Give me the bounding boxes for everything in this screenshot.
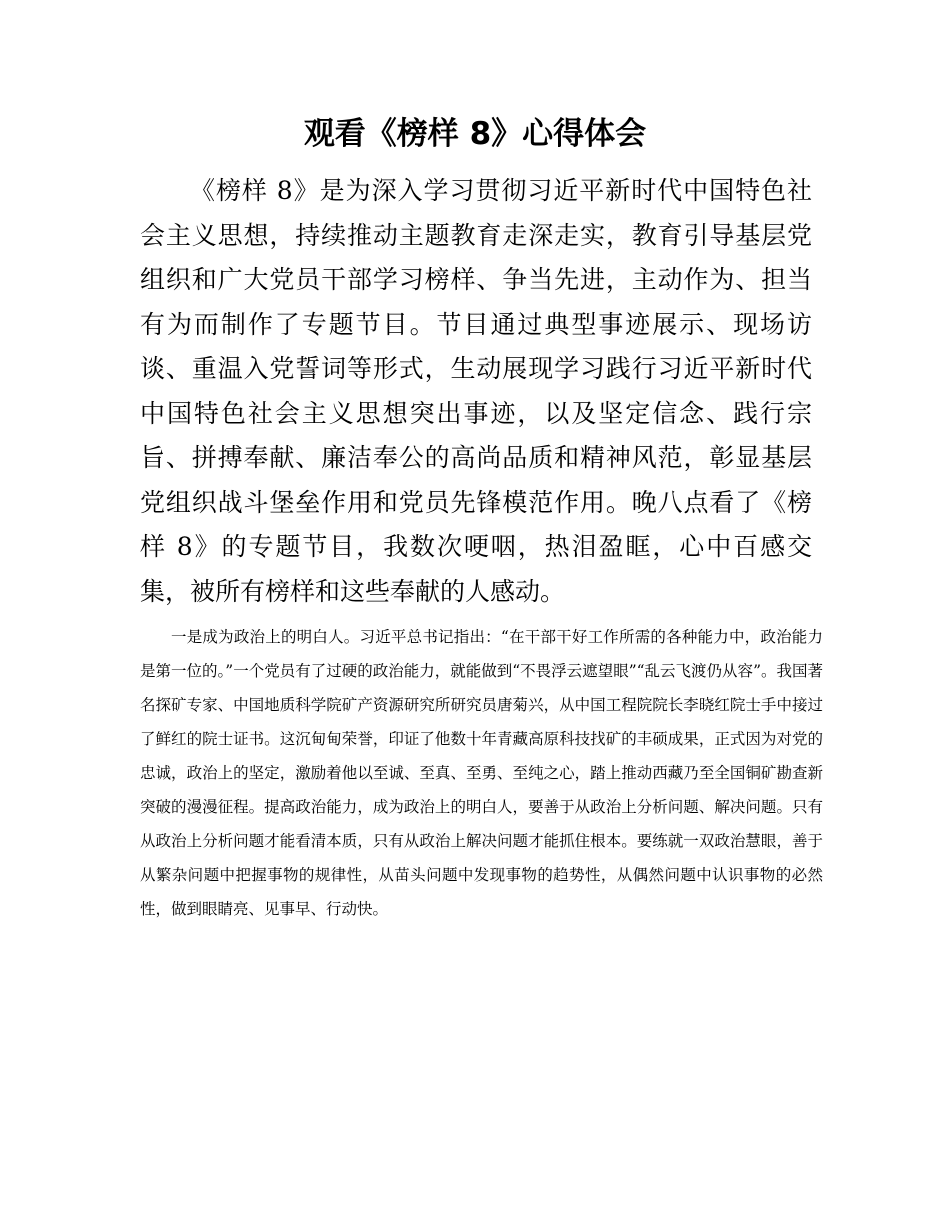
document-title: 观看《榜样 8》心得体会 — [303, 116, 647, 152]
body-paragraph: 一是成为政治上的明白人。习近平总书记指出：“在干部干好工作所需的各种能力中，政治能力是第一位的。”一个党员有了过硬的政治能力，就能做到“不畏浮云遮望眼”“乱云飞渡仍从容”。我国著名探矿专家、中国地质科学院矿产资源研究所研究员唐菊兴，从中国工程院院长李晓红院士手中接过了鲜红的院士证书。这沉甸甸荣誉，印证了他数十年青藏高原科技找矿的丰硕成果，正式因为对党的忠诚，政治上的坚定，激励着他以至诚、至真、至勇、至纯之心，踏上推动西藏乃至全国铜矿勘查新突破的漫漫征程。提高政治能力，成为政治上的明白人，要善于从政治上分析问题、解决问题。只有从政治上分析问题才能看清本质，只有从政治上解决问题才能抓住根本。要练就一双政治慧眼，善于从繁杂问题中把握事物的规律性，从苗头问题中发现事物的趋势性，从偶然问题中认识事物的必然性，做到眼睛亮、见事早、行动快。 — [140, 628, 823, 918]
intro-paragraph: 《榜样 8》是为深入学习贯彻习近平新时代中国特色社会主义思想，持续推动主题教育走深走实，教育引导基层党组织和广大党员干部学习榜样、争当先进，主动作为、担当有为而制作了专题节目。节目通过典型事迹展示、现场访谈、重温入党誓词等形式，生动展现学习践行习近平新时代中国特色社会主义思想突出事迹，以及坚定信念、践行宗旨、拼搏奉献、廉洁奉公的高尚品质和精神风范，彰显基层党组织战斗堡垒作用和党员先锋模范作用。晚八点看了《榜样 8》的专题节目，我数次哽咽，热泪盈眶，心中百感交集，被所有榜样和这些奉献的人感动。 — [140, 176, 812, 606]
